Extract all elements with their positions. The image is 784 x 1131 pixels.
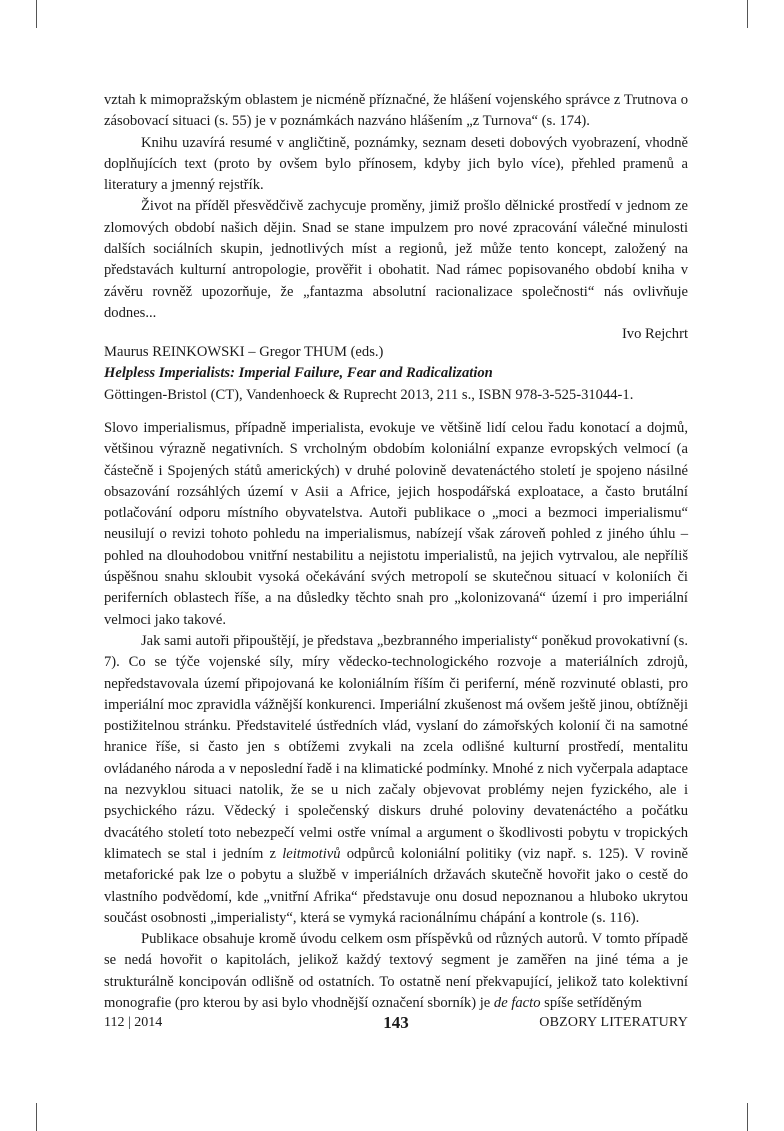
review-paragraph-2-text-b: odpůrců koloniální politiky (viz např. s. 125). V rovině metaforické pak lze o pobytu a službě v imperiálních državách skutečně hovořit jako o cestě do vlastního podvědomí, kde „vnitřní Afrika“ představuje onu dosud nepoznanou a hluboko ukrytou součást osobnosti „imperialisty“, která se vymyká racionálnímu chápání a kontrole (s. 116). [104,845,688,926]
previous-review-paragraph-1: vztah k mimopražským oblastem je nicméně příznačné, že hlášení vojenského správce z Trutnova o zásobovací situaci (s. 55) je v poznámkách nazváno hlášením „z Turnova“ (s. 174). [104,92,688,130]
crop-mark-top-right [747,0,748,28]
previous-review-paragraph-2: Knihu uzavírá resumé v angličtině, poznámky, seznam deseti dobových vyobrazení, vhodně doplňujících text (proto by ovšem bylo přínosem, kdyby jich bylo více), přehled pramenů a literatury a jmenný rejstřík. [104,134,688,194]
page-footer [104,1015,688,1037]
crop-mark-bottom-left [36,1103,37,1131]
book-publication-info: Göttingen-Bristol (CT), Vandenhoeck & Ruprecht 2013, 211 s., ISBN 978-3-525-31044-1. [104,386,634,403]
journal-name: OBZORY LITERATURY [539,1015,688,1030]
reviewer-signature: Ivo Rejchrt [621,326,688,343]
issue-label: 112 | 2014 [104,1015,163,1030]
review-paragraph-3-text-a: Publikace obsahuje kromě úvodu celkem osm příspěvků od různých autorů. V tomto případě se nedá hovořit o kapitolách, jelikož každý textový segment je zaměřen na jiné téma a je strukturálně koncipován odlišně od ostatních. To ostatně není překvapující, jelikož tato kolektivní monografie (pro kterou by asi bylo vhodnější označení sborník) je [104,931,688,1012]
review-paragraph-2-text-a: Jak sami autoři připouštějí, je představa „bezbranného imperialisty“ poněkud provokativní (s. 7). Co se týče vojenské síly, míry vědecko-technologického rozvoje a materiálních zdrojů, nepředstavovala území připojovaná ke koloniálním říším či periferní, méně rozvinuté oblasti, pro imperiální moc zpravidla vážnější konkurenci. Imperiální zkušenost má ovšem ještě jinou, obtížněji postižitelnou stránku. Představitelé ústředních vlád, vyslaní do zámořských kolonií či na samotné hranice říše, si často jen s obtížemi zvykali na zcela odlišné kulturní prostředí, mentalitu ovládaného národa a v neposlední řadě i na klimatické podmínky. Mnohé z nich vyčerpala adaptace na nezvyklou situaci natolik, že se u nich začaly objevovat problémy nejen fyzického, ale i psychického rázu. Vědecký i společenský diskurs druhé poloviny devatenáctého a počátku dvacátého století toto nebezpečí velmi ostře vnímal a argument o škodlivosti pobytu v tropických klimatech se stal i jedním z [104,632,688,862]
crop-mark-bottom-right [747,1103,748,1131]
crop-mark-top-left [36,0,37,28]
review-paragraph-3 [104,929,688,1014]
previous-review-paragraph-3: Život na příděl přesvědčivě zachycuje proměny, jimiž prošlo dělnické prostředí v jednom ze zlomových období našich dějin. Snad se stane impulzem pro nové zpracování válečné minulosti dalších sociálních skupin, jednotlivých míst a regionů, jež může tento koncept, založený na představách kulturní antropologie, prověřit i obohatit. Nad rámec popisovaného období kniha v závěru rovněž upozorňuje, že „fantazma absolutní racionalizace společnosti“ nás ovlivňuje dodnes... [104,198,688,321]
review-body [104,418,688,1014]
review-paragraph-2 [104,631,688,929]
book-authors: Maurus REINKOWSKI – Gregor THUM (eds.) [104,344,384,360]
page-number: 143 [383,1013,409,1032]
review-paragraph-2-italic: leitmotivů [282,845,341,862]
review-paragraph-3-italic: de facto [493,995,541,1012]
book-title: Helpless Imperialists: Imperial Failure, Fear and Radicalization [104,365,493,382]
review-paragraph-3-text-b: spíše setříděným [540,995,642,1012]
review-paragraph-1: Slovo imperialismus, případně imperialista, evokuje ve většině lidí celou řadu konotací a dojmů, většinou výrazně negativních. S vrcholným obdobím koloniální expanze evropských velmocí (a částečně i Spojených států amerických) v druhé polovině devatenáctého století je spojeno násilné obsazování rozsáhlých území v Asii a Africe, jejich hospodářská exploatace, a často brutální potlačování odporu místního obyvatelstva. Autoři publikace o „moci a bezmoci imperialismu“ neusilují o revizi tohoto pohledu na imperialismus, nabízejí však zároveň pohled z jiného úhlu – pohled na dlouhodobou vnitřní nestabilitu a nejistotu imperialistů, na jejich vytrvalou, ale nepříliš úspěšnou snahu skloubit vysoká očekávání svých metropolí se skutečnou situací v koloniích či periferních oblastech říše, a na důsledky těchto snah pro „kolonizovaná“ území i pro imperiální velmoci jako takové. [104,420,688,628]
previous-review [104,90,688,346]
review-header [104,342,688,406]
